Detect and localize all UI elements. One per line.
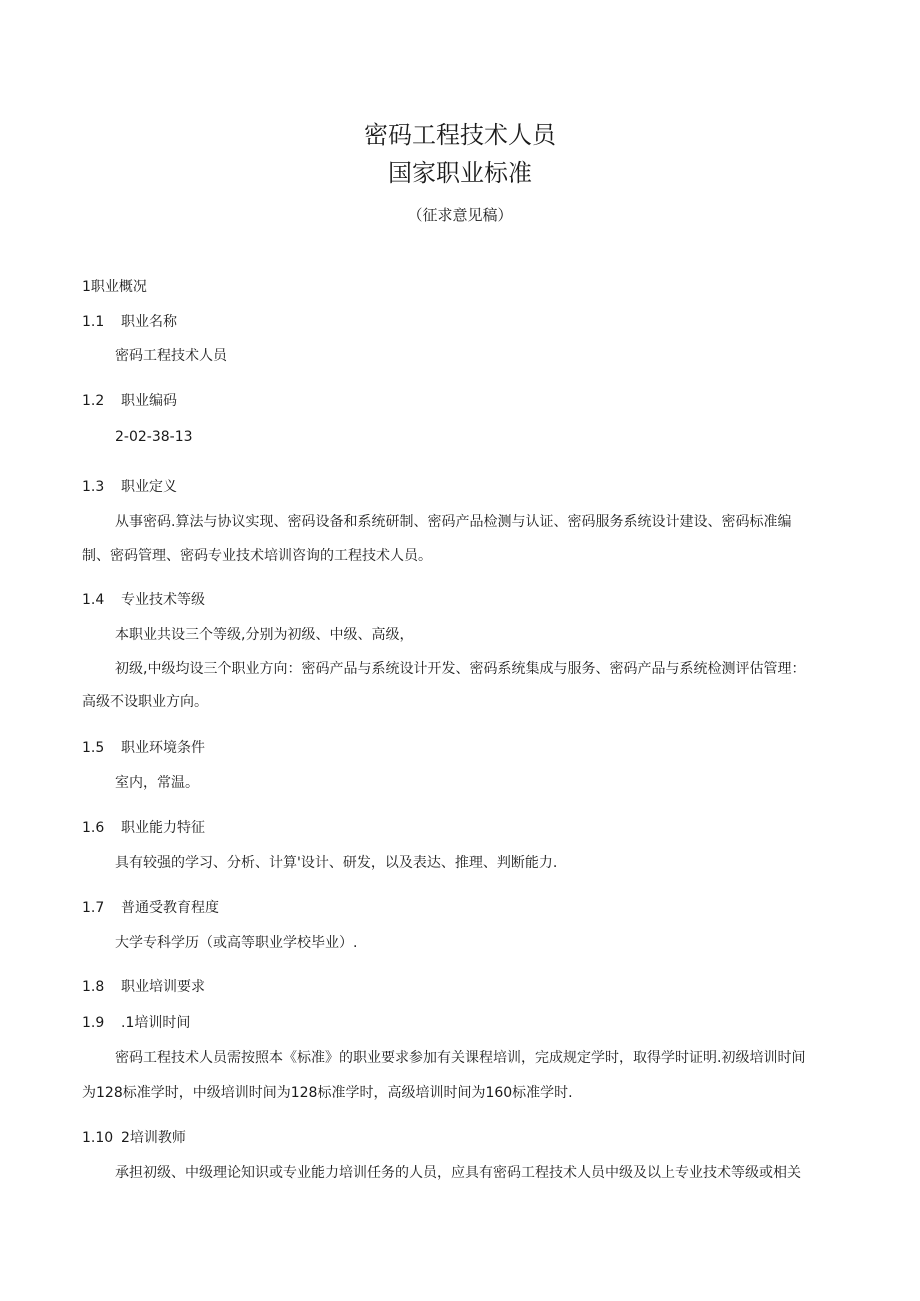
section-number: 1.6 xyxy=(82,820,105,836)
section-body: 密码工程技术人员 xyxy=(115,348,227,364)
chapter-heading: 1职业概况 xyxy=(82,279,147,295)
section-title: 2培训教师 xyxy=(121,1130,186,1146)
section-number: 1.5 xyxy=(82,740,105,756)
section-number: 1.9 xyxy=(82,1015,105,1031)
section-body-line: 高级不设职业方向。 xyxy=(82,694,208,710)
section-number: 1.10 xyxy=(82,1130,114,1146)
section-body-line: 本职业共设三个等级,分别为初级、中级、高级， xyxy=(115,627,414,643)
section-body-line: 制、密码管理、密码专业技术培训咨询的工程技术人员。 xyxy=(82,548,432,564)
section-body-line: 从事密码.算法与协议实现、密码设备和系统研制、密码产品检测与认证、密码服务系统设计建设、密码标准编 xyxy=(115,514,792,530)
section-body: 室内，常温。 xyxy=(115,775,199,791)
section-body-line: 初级,中级均设三个职业方向：密码产品与系统设计开发、密码系统集成与服务、密码产品与系统检测评估管理： xyxy=(115,661,806,677)
document-title-line2: 国家职业标准 xyxy=(388,159,532,187)
section-body-line: 密码工程技术人员需按照本《标准》的职业要求参加有关课程培训，完成规定学时，取得学时证明.初级培训时间 xyxy=(115,1050,806,1066)
section-title: 职业名称 xyxy=(121,314,177,330)
section-title: 普通受教育程度 xyxy=(121,900,219,916)
section-number: 1.8 xyxy=(82,979,105,995)
document-subtitle: （征求意见稿） xyxy=(407,206,513,224)
section-title: 专业技术等级 xyxy=(121,592,205,608)
section-body: 具有较强的学习、分析、计算'设计、研发，以及表达、推理、判断能力. xyxy=(115,855,558,871)
section-title: 职业编码 xyxy=(121,393,177,409)
section-body: 2-02-38-13 xyxy=(115,429,193,445)
section-number: 1.1 xyxy=(82,314,105,330)
section-body-line: 为128标准学时，中级培训时间为128标准学时，高级培训时间为160标准学时. xyxy=(82,1085,573,1101)
section-title: .1培训时间 xyxy=(121,1015,191,1031)
section-number: 1.2 xyxy=(82,393,105,409)
section-title: 职业能力特征 xyxy=(121,820,205,836)
section-title: 职业环境条件 xyxy=(121,740,205,756)
section-body: 大学专科学历（或高等职业学校毕业）. xyxy=(115,935,358,951)
section-title: 职业培训要求 xyxy=(121,979,205,995)
section-body-line: 承担初级、中级理论知识或专业能力培训任务的人员，应具有密码工程技术人员中级及以上专业技术等级或相关 xyxy=(115,1165,801,1181)
section-number: 1.7 xyxy=(82,900,105,916)
section-number: 1.3 xyxy=(82,479,105,495)
document-title-line1: 密码工程技术人员 xyxy=(364,121,556,149)
section-title: 职业定义 xyxy=(121,479,177,495)
section-number: 1.4 xyxy=(82,592,105,608)
